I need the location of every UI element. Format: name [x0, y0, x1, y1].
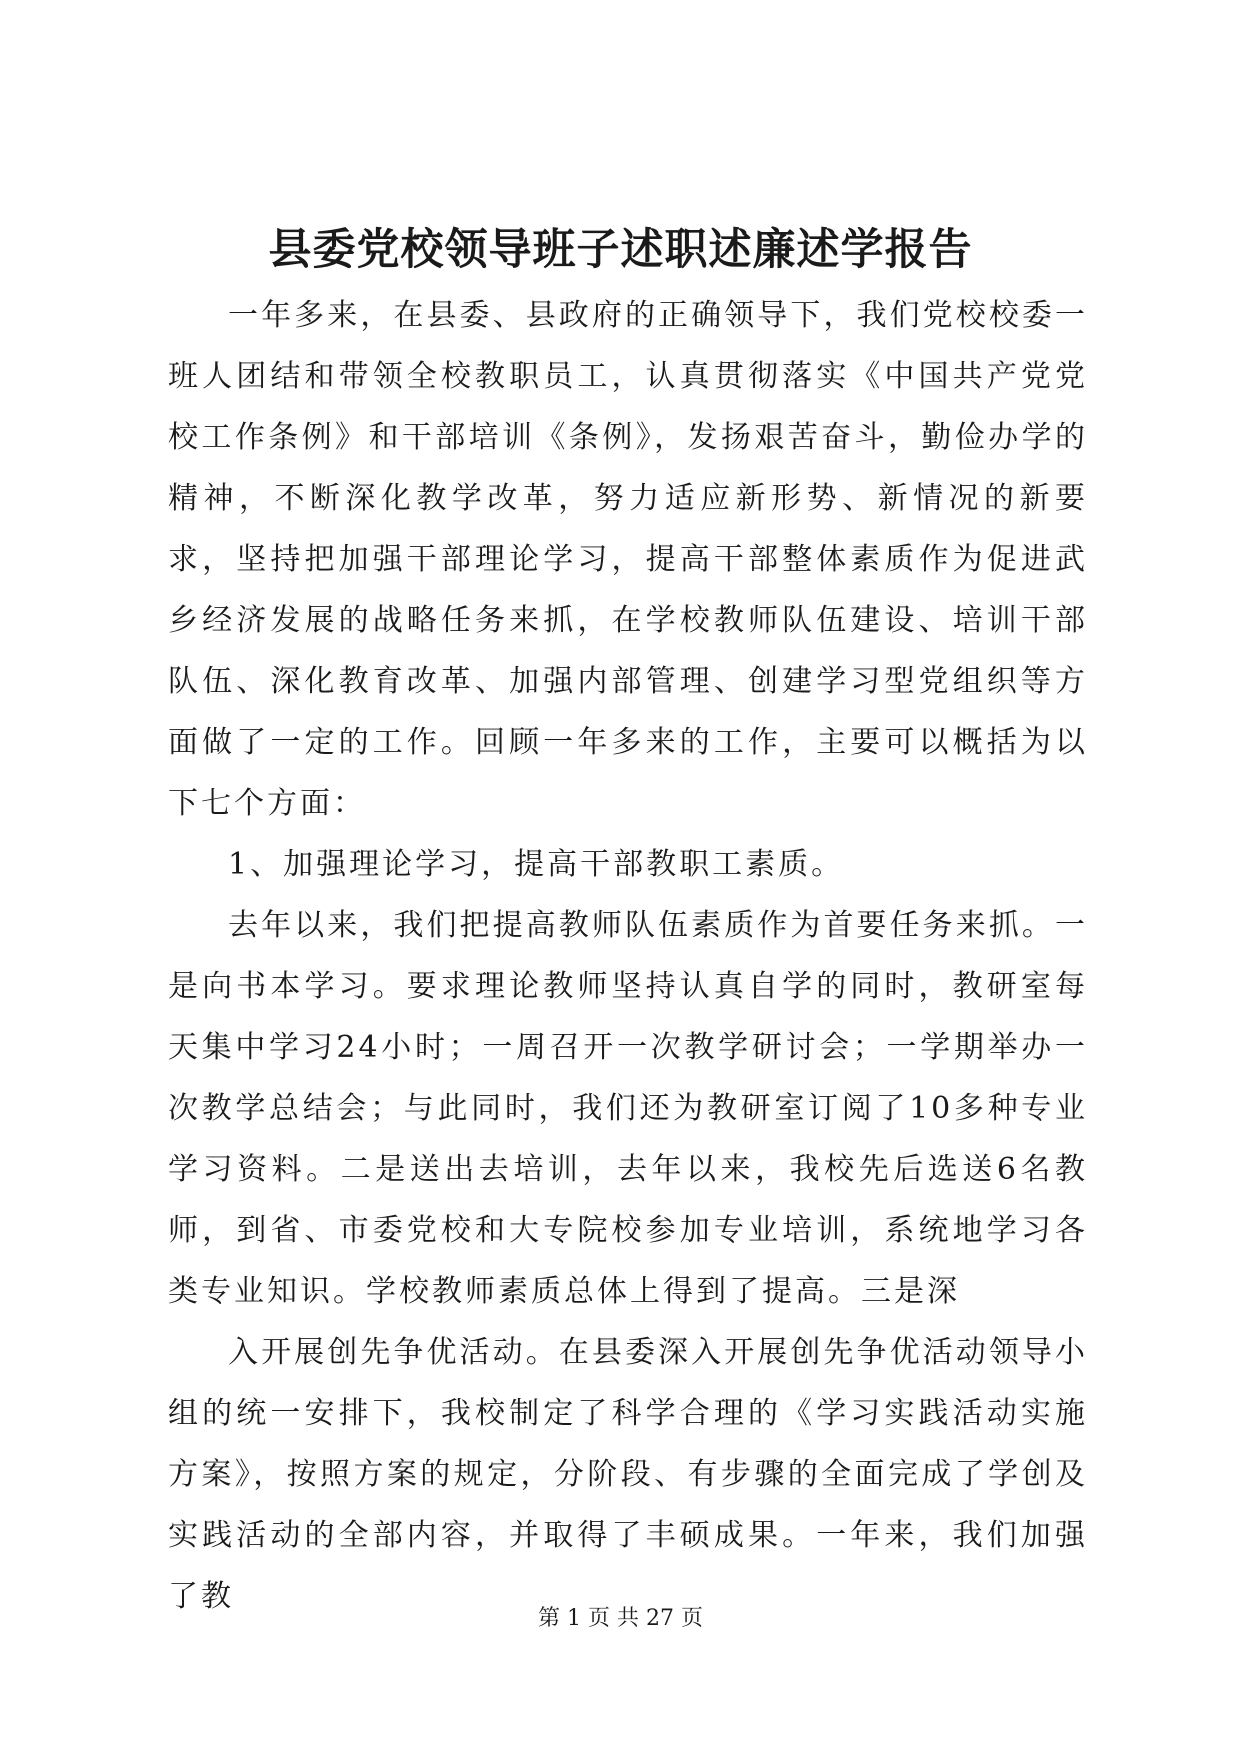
paragraph-section-heading: 1、加强理论学习，提高干部教职工素质。	[228, 847, 845, 882]
paragraph-activities: 入开展创先争优活动。在县委深入开展创先争优活动领导小组的统一安排下，我校制定了科学合理的《学习实践活动实施方案》，按照方案的规定，分阶段、有步骤的全面完成了学创及实践活动的全部内容，并取得了丰硕成果。一年来，我们加强了教	[168, 1335, 1088, 1614]
document-body	[168, 285, 1088, 1627]
paragraph-teacher-quality: 去年以来，我们把提高教师队伍素质作为首要任务来抓。一是向书本学习。要求理论教师坚持认真自学的同时，教研室每天集中学习24小时；一周召开一次教学研讨会；一学期举办一次教学总结会；与此同时，我们还为教研室订阅了10多种专业学习资料。二是送出去培训，去年以来，我校先后选送6名教师，到省、市委党校和大专院校参加专业培训，系统地学习各类专业知识。学校教师素质总体上得到了提高。三是深	[168, 908, 1088, 1309]
page-number-footer: 第 1 页 共 27 页	[538, 1606, 703, 1631]
paragraph-intro: 一年多来，在县委、县政府的正确领导下，我们党校校委一班人团结和带领全校教职员工，认真贯彻落实《中国共产党党校工作条例》和干部培训《条例》，发扬艰苦奋斗，勤俭办学的精神，不断深化教学改革，努力适应新形势、新情况的新要求，坚持把加强干部理论学习，提高干部整体素质作为促进武乡经济发展的战略任务来抓，在学校教师队伍建设、培训干部队伍、深化教育改革、加强内部管理、创建学习型党组织等方面做了一定的工作。回顾一年多来的工作，主要可以概括为以下七个方面：	[168, 298, 1088, 821]
document-title: 县委党校领导班子述职述廉述学报告	[268, 225, 973, 275]
